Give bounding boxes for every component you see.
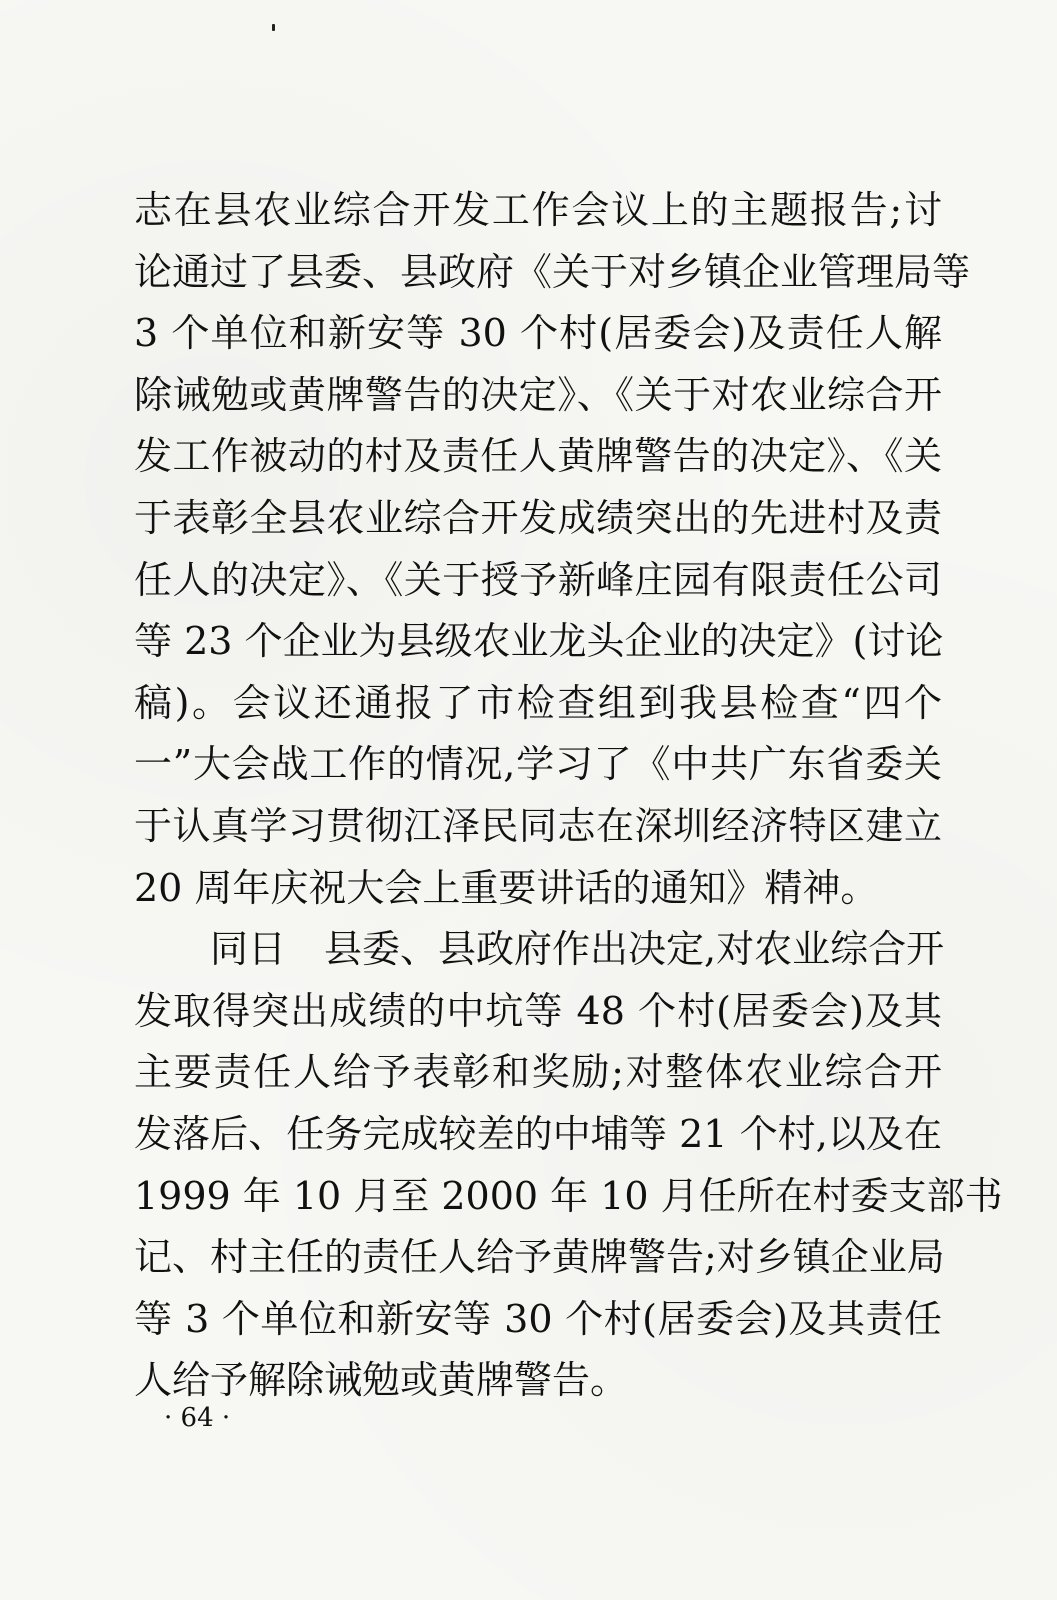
text-line: 人给予解除诫勉或黄牌警告。	[134, 1358, 629, 1403]
text-line: 20 周年庆祝大会上重要讲话的通知》精神。	[134, 865, 879, 910]
text-line: 于表彰全县农业综合开发成绩突出的先进村及责	[134, 495, 942, 540]
text-line: 等 3 个单位和新安等 30 个村(居委会)及其责任	[134, 1296, 942, 1341]
text-line: 论通过了县委、县政府《关于对乡镇企业管理局等	[134, 249, 971, 294]
text-line: 除诫勉或黄牌警告的决定》、《关于对农业综合开	[134, 372, 942, 417]
text-line: 稿)。会议还通报了市检查组到我县检查“四个	[134, 680, 942, 725]
text-line: 发工作被动的村及责任人黄牌警告的决定》、《关	[134, 434, 942, 479]
text-line: 等 23 个企业为县级农业龙头企业的决定》(讨论	[134, 619, 944, 664]
body-text	[134, 180, 1003, 1412]
text-line: 于认真学习贯彻江泽民同志在深圳经济特区建立	[134, 803, 942, 848]
text-line: 任人的决定》、《关于授予新峰庄园有限责任公司	[134, 557, 942, 602]
text-line: 志在县农业综合开发工作会议上的主题报告;讨	[134, 188, 942, 232]
scan-speck	[272, 24, 275, 31]
text-line: 发取得突出成绩的中坑等 48 个村(居委会)及其	[134, 988, 942, 1033]
page-number: · 64 ·	[164, 1403, 231, 1433]
text-line: 3 个单位和新安等 30 个村(居委会)及责任人解	[134, 311, 942, 356]
text-line: 一”大会战工作的情况,学习了《中共广东省委关	[134, 742, 942, 787]
text-line: 1999 年 10 月至 2000 年 10 月任所在村委支部书	[134, 1173, 1003, 1218]
text-line: 同日 县委、县政府作出决定,对农业综合开	[210, 927, 945, 972]
text-line: 记、村主任的责任人给予黄牌警告;对乡镇企业局	[134, 1235, 945, 1280]
text-line: 主要责任人给予表彰和奖励;对整体农业综合开	[134, 1050, 942, 1095]
text-line: 发落后、任务完成较差的中埔等 21 个村,以及在	[134, 1111, 942, 1156]
